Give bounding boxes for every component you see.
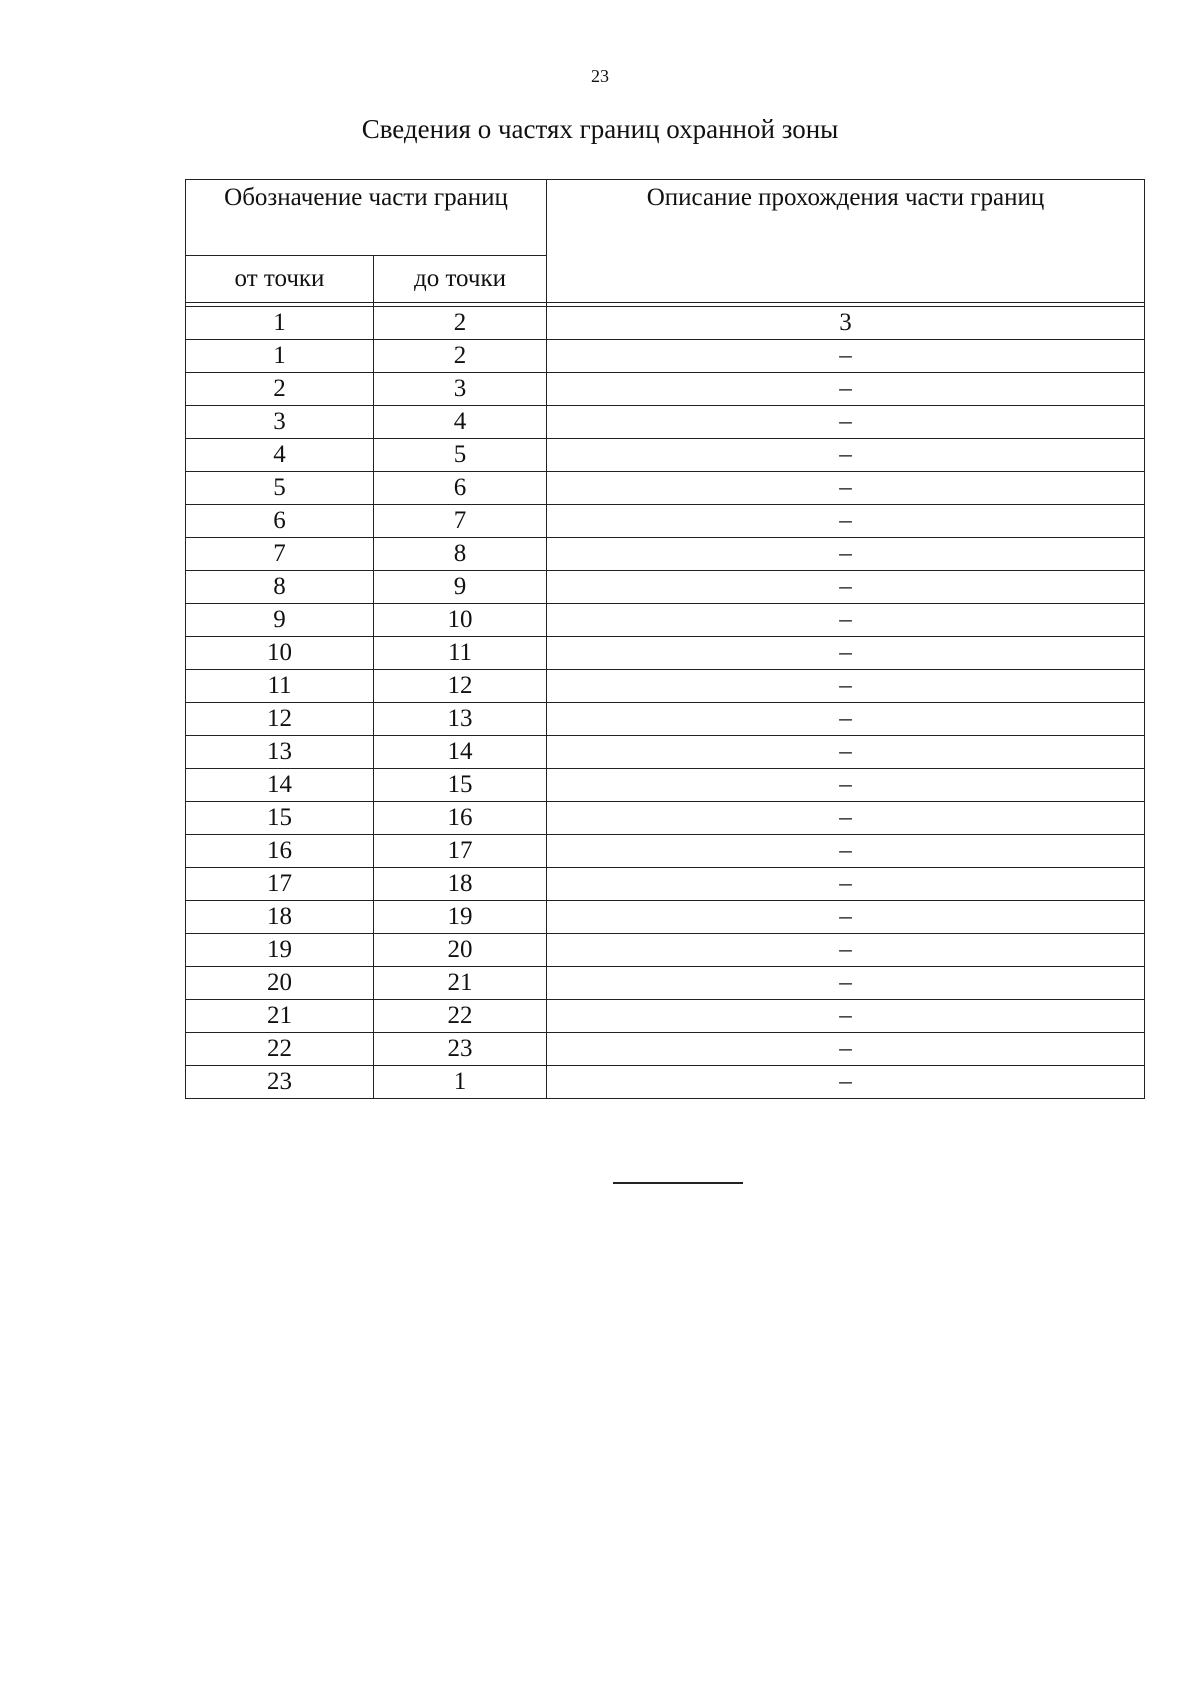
cell-description: – — [547, 637, 1145, 670]
cell-to-point: 10 — [374, 604, 547, 637]
cell-description: – — [547, 604, 1145, 637]
cell-from-point: 17 — [186, 868, 374, 901]
cell-to-point: 2 — [374, 340, 547, 373]
cell-to-point: 22 — [374, 1000, 547, 1033]
boundary-parts-table — [185, 179, 1145, 1099]
cell-description: – — [547, 1000, 1145, 1033]
table-row — [186, 604, 1145, 637]
cell-from-point: 14 — [186, 769, 374, 802]
cell-description: – — [547, 538, 1145, 571]
cell-description: – — [547, 373, 1145, 406]
cell-description: – — [547, 472, 1145, 505]
column-number-3: 3 — [547, 307, 1145, 340]
cell-description: – — [547, 934, 1145, 967]
header-from-point: от точки — [186, 256, 374, 303]
cell-from-point: 22 — [186, 1033, 374, 1066]
cell-from-point: 10 — [186, 637, 374, 670]
cell-to-point: 8 — [374, 538, 547, 571]
header-to-point: до точки — [374, 256, 547, 303]
table-row — [186, 538, 1145, 571]
table-row — [186, 802, 1145, 835]
cell-from-point: 13 — [186, 736, 374, 769]
table-row — [186, 406, 1145, 439]
cell-to-point: 11 — [374, 637, 547, 670]
cell-from-point: 20 — [186, 967, 374, 1000]
table-row — [186, 967, 1145, 1000]
cell-from-point: 3 — [186, 406, 374, 439]
table-row — [186, 736, 1145, 769]
cell-description: – — [547, 406, 1145, 439]
cell-description: – — [547, 439, 1145, 472]
header-boundary-designation: Обозначение части границ — [186, 180, 547, 256]
cell-to-point: 23 — [374, 1033, 547, 1066]
table-row — [186, 637, 1145, 670]
cell-to-point: 5 — [374, 439, 547, 472]
cell-from-point: 7 — [186, 538, 374, 571]
table-row — [186, 373, 1145, 406]
cell-from-point: 21 — [186, 1000, 374, 1033]
cell-to-point: 6 — [374, 472, 547, 505]
cell-to-point: 20 — [374, 934, 547, 967]
cell-from-point: 5 — [186, 472, 374, 505]
cell-from-point: 18 — [186, 901, 374, 934]
cell-description: – — [547, 340, 1145, 373]
cell-from-point: 16 — [186, 835, 374, 868]
cell-to-point: 18 — [374, 868, 547, 901]
column-number-row — [186, 307, 1145, 340]
cell-to-point: 21 — [374, 967, 547, 1000]
table-row — [186, 472, 1145, 505]
table-row — [186, 670, 1145, 703]
table-row — [186, 868, 1145, 901]
cell-from-point: 19 — [186, 934, 374, 967]
cell-to-point: 17 — [374, 835, 547, 868]
table-row — [186, 901, 1145, 934]
column-number-2: 2 — [374, 307, 547, 340]
table-row — [186, 340, 1145, 373]
cell-from-point: 8 — [186, 571, 374, 604]
table-row — [186, 835, 1145, 868]
cell-from-point: 1 — [186, 340, 374, 373]
table-row — [186, 934, 1145, 967]
cell-description: – — [547, 802, 1145, 835]
cell-from-point: 4 — [186, 439, 374, 472]
cell-description: – — [547, 769, 1145, 802]
table-row — [186, 571, 1145, 604]
cell-to-point: 12 — [374, 670, 547, 703]
cell-to-point: 15 — [374, 769, 547, 802]
header-boundary-description: Описание прохождения части границ — [547, 180, 1145, 303]
cell-to-point: 7 — [374, 505, 547, 538]
cell-to-point: 14 — [374, 736, 547, 769]
cell-to-point: 13 — [374, 703, 547, 736]
cell-description: – — [547, 703, 1145, 736]
cell-to-point: 4 — [374, 406, 547, 439]
cell-description: – — [547, 736, 1145, 769]
cell-description: – — [547, 835, 1145, 868]
cell-description: – — [547, 967, 1145, 1000]
cell-from-point: 2 — [186, 373, 374, 406]
cell-to-point: 19 — [374, 901, 547, 934]
cell-description: – — [547, 868, 1145, 901]
table-header — [186, 180, 1145, 307]
cell-description: – — [547, 1033, 1145, 1066]
cell-from-point: 23 — [186, 1066, 374, 1099]
table-row — [186, 1033, 1145, 1066]
closing-rule — [613, 1182, 743, 1184]
cell-description: – — [547, 571, 1145, 604]
table-row — [186, 703, 1145, 736]
document-title: Сведения о частях границ охранной зоны — [361, 114, 839, 144]
table-row — [186, 1066, 1145, 1099]
cell-from-point: 15 — [186, 802, 374, 835]
page-number: 23 — [591, 66, 609, 86]
table-body — [186, 307, 1145, 1099]
cell-from-point: 11 — [186, 670, 374, 703]
cell-description: – — [547, 505, 1145, 538]
cell-description: – — [547, 670, 1145, 703]
cell-to-point: 16 — [374, 802, 547, 835]
cell-from-point: 9 — [186, 604, 374, 637]
cell-from-point: 6 — [186, 505, 374, 538]
cell-to-point: 9 — [374, 571, 547, 604]
cell-description: – — [547, 1066, 1145, 1099]
table-row — [186, 505, 1145, 538]
table-row — [186, 769, 1145, 802]
cell-to-point: 3 — [374, 373, 547, 406]
table-row — [186, 1000, 1145, 1033]
cell-to-point: 1 — [374, 1066, 547, 1099]
column-number-1: 1 — [186, 307, 374, 340]
cell-from-point: 12 — [186, 703, 374, 736]
cell-description: – — [547, 901, 1145, 934]
table-row — [186, 439, 1145, 472]
